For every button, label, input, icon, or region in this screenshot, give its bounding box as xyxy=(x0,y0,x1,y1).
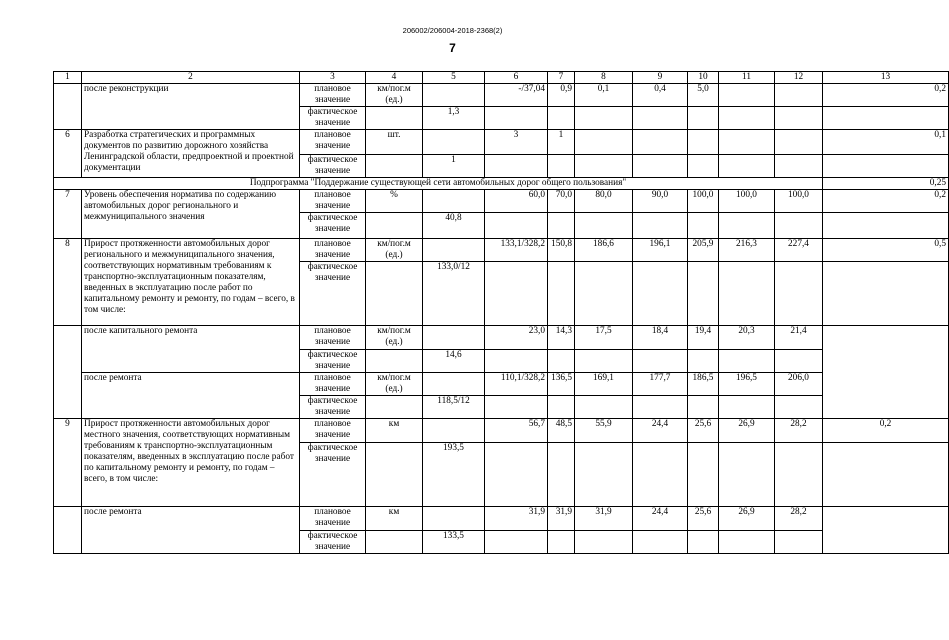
col-header: 12 xyxy=(775,72,823,84)
fact-value: 133,5 xyxy=(423,531,485,554)
indicator-name: после реконструкции xyxy=(82,84,300,130)
fact-value: 1 xyxy=(423,155,485,178)
fact-value xyxy=(423,130,485,155)
value-cell: 24,4 xyxy=(633,419,688,443)
indicator-name: Прирост протяженности автомобильных дорог местного значения, соответствующих нормативным требованиям к транспортно-эксплуатационным показателям, введенных в эксплуатацию после работ по капитальному ремонту и ремонту, по годам – всего, в том числе: xyxy=(82,419,300,507)
value-cell: 0,1 xyxy=(575,84,633,107)
value-cell: 196,1 xyxy=(633,239,688,262)
plan-label: плановое значение xyxy=(300,239,366,262)
col-header: 5 xyxy=(423,72,485,84)
value-cell: 55,9 xyxy=(575,419,633,443)
row-number xyxy=(54,507,82,554)
table-row xyxy=(54,239,949,262)
value-cell: 56,7 xyxy=(485,419,548,443)
subprogram-row xyxy=(54,178,949,190)
weight-cell: 0,2 xyxy=(823,190,949,213)
value-cell: 186,5 xyxy=(688,373,719,396)
fact-label: фактическое значение xyxy=(300,213,366,239)
plan-label: плановое значение xyxy=(300,130,366,155)
indicator-name: Разработка стратегических и программных документов по развитию дорожного хозяйства Ленинградской области, предпроектной и проектной документации xyxy=(82,130,300,178)
indicators-table xyxy=(53,71,949,554)
value-cell: 19,4 xyxy=(688,326,719,350)
value-cell: 17,5 xyxy=(575,326,633,350)
value-cell xyxy=(719,84,775,107)
value-cell: 1 xyxy=(548,130,575,155)
value-cell: 100,0 xyxy=(688,190,719,213)
table-row xyxy=(54,84,949,107)
table-row xyxy=(54,373,949,396)
unit: км/пог.м (ед.) xyxy=(366,373,423,396)
fact-value: 40,8 xyxy=(423,213,485,239)
value-cell: 23,0 xyxy=(485,326,548,350)
value-cell: 70,0 xyxy=(548,190,575,213)
col-header: 9 xyxy=(633,72,688,84)
value-cell: 206,0 xyxy=(775,373,823,396)
col-header: 6 xyxy=(485,72,548,84)
weight-cell: 0,5 xyxy=(823,239,949,262)
col-header: 4 xyxy=(366,72,423,84)
value-cell: 31,9 xyxy=(548,507,575,531)
value-cell: 21,4 xyxy=(775,326,823,350)
col-header: 3 xyxy=(300,72,366,84)
weight-cell: 0,2 xyxy=(823,419,949,443)
value-cell: 14,3 xyxy=(548,326,575,350)
unit: км xyxy=(366,507,423,531)
value-cell: 24,4 xyxy=(633,507,688,531)
fact-value: 193,5 xyxy=(423,443,485,507)
value-cell: 3 xyxy=(485,130,548,155)
fact-value: 1,3 xyxy=(423,107,485,130)
value-cell: 196,5 xyxy=(719,373,775,396)
unit: шт. xyxy=(366,130,423,155)
plan-label: плановое значение xyxy=(300,373,366,396)
value-cell: -/37,04 xyxy=(485,84,548,107)
value-cell: 0,4 xyxy=(633,84,688,107)
table-row xyxy=(54,507,949,531)
value-cell: 25,6 xyxy=(688,419,719,443)
unit: км xyxy=(366,419,423,443)
fact-label: фактическое значение xyxy=(300,155,366,178)
table-row xyxy=(54,190,949,213)
subprogram-title: Подпрограмма "Поддержание существующей сети автомобильных дорог общего пользования" xyxy=(54,178,823,190)
table-row xyxy=(54,419,949,443)
value-cell: 90,0 xyxy=(633,190,688,213)
plan-label: плановое значение xyxy=(300,419,366,443)
col-header: 1 xyxy=(54,72,82,84)
document-id: 206002/206004-2018-2368(2) xyxy=(402,26,503,35)
value-cell: 136,5 xyxy=(548,373,575,396)
col-header: 11 xyxy=(719,72,775,84)
fact-label: фактическое значение xyxy=(300,262,366,326)
row-number: 7 xyxy=(54,190,82,239)
weight-cell: 0,2 xyxy=(823,84,949,107)
indicator-name: после ремонта xyxy=(82,373,300,419)
value-cell: 186,6 xyxy=(575,239,633,262)
value-cell: 216,3 xyxy=(719,239,775,262)
plan-label: плановое значение xyxy=(300,326,366,350)
page-number: 7 xyxy=(449,41,456,55)
value-cell: 48,5 xyxy=(548,419,575,443)
value-cell: 150,8 xyxy=(548,239,575,262)
value-cell: 31,9 xyxy=(575,507,633,531)
fact-value xyxy=(423,84,485,107)
column-number-row xyxy=(54,72,949,84)
value-cell: 169,1 xyxy=(575,373,633,396)
row-number: 8 xyxy=(54,239,82,326)
fact-label: фактическое значение xyxy=(300,107,366,130)
unit: км/пог.м (ед.) xyxy=(366,84,423,107)
fact-label: фактическое значение xyxy=(300,350,366,373)
value-cell: 31,9 xyxy=(485,507,548,531)
col-header: 7 xyxy=(548,72,575,84)
value-cell: 28,2 xyxy=(775,507,823,531)
unit: % xyxy=(366,190,423,213)
row-number xyxy=(54,326,82,419)
row-number: 6 xyxy=(54,130,82,178)
value-cell: 18,4 xyxy=(633,326,688,350)
weight-cell xyxy=(823,507,949,554)
plan-label: плановое значение xyxy=(300,190,366,213)
indicator-name: после капитального ремонта xyxy=(82,326,300,373)
value-cell: 28,2 xyxy=(775,419,823,443)
value-cell: 25,6 xyxy=(688,507,719,531)
value-cell: 26,9 xyxy=(719,507,775,531)
weight-cell: 0,1 xyxy=(823,130,949,155)
value-cell: 133,1/328,2 xyxy=(485,239,548,262)
weight-cell xyxy=(823,326,949,419)
fact-value: 133,0/12 xyxy=(423,262,485,326)
table-row xyxy=(54,326,949,350)
value-cell: 177,7 xyxy=(633,373,688,396)
unit: км/пог.м (ед.) xyxy=(366,239,423,262)
value-cell: 5,0 xyxy=(688,84,719,107)
col-header: 2 xyxy=(82,72,300,84)
plan-label: плановое значение xyxy=(300,507,366,531)
fact-label: фактическое значение xyxy=(300,531,366,554)
indicator-name: после ремонта xyxy=(82,507,300,554)
unit: км/пог.м (ед.) xyxy=(366,326,423,350)
value-cell: 80,0 xyxy=(575,190,633,213)
value-cell: 26,9 xyxy=(719,419,775,443)
col-header: 8 xyxy=(575,72,633,84)
col-header: 10 xyxy=(688,72,719,84)
value-cell: 100,0 xyxy=(775,190,823,213)
fact-label: фактическое значение xyxy=(300,396,366,419)
indicator-name: Уровень обеспечения норматива по содержанию автомобильных дорог регионального и межмуниципального значения xyxy=(82,190,300,239)
value-cell: 227,4 xyxy=(775,239,823,262)
fact-value: 118,5/12 xyxy=(423,396,485,419)
fact-label: фактическое значение xyxy=(300,443,366,507)
value-cell: 110,1/328,2 xyxy=(485,373,548,396)
row-number xyxy=(54,84,82,130)
table-row xyxy=(54,130,949,155)
value-cell: 205,9 xyxy=(688,239,719,262)
value-cell: 100,0 xyxy=(719,190,775,213)
plan-label: плановое значение xyxy=(300,84,366,107)
value-cell: 0,9 xyxy=(548,84,575,107)
value-cell: 20,3 xyxy=(719,326,775,350)
weight-cell: 0,25 xyxy=(823,178,949,190)
value-cell xyxy=(775,84,823,107)
unit xyxy=(366,107,423,130)
col-header: 13 xyxy=(823,72,949,84)
indicator-name: Прирост протяженности автомобильных дорог регионального и межмуниципального значения, соответствующих нормативным требованиям к транспортно-эксплуатационным показателям, введенных в эксплуатацию после работ по капитальному ремонту и ремонту, по годам – всего, в том числе: xyxy=(82,239,300,326)
fact-value: 14,6 xyxy=(423,350,485,373)
row-number: 9 xyxy=(54,419,82,507)
value-cell: 60,0 xyxy=(485,190,548,213)
